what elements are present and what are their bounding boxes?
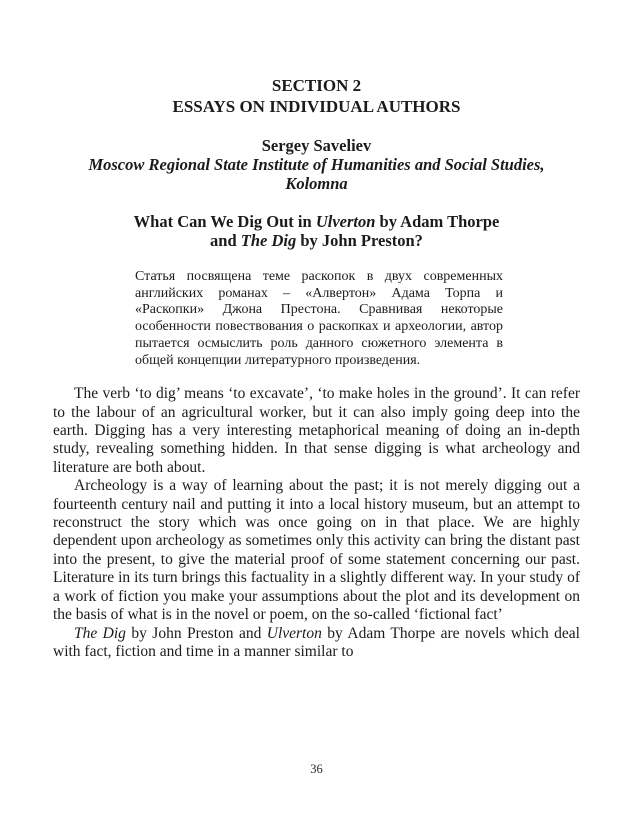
title-book-name-ulverton: Ulverton [315, 212, 376, 231]
paragraph-text: Archeology is a way of learning about the past; it is not merely digging out a fourteenth century nail and putting it into a local history museum, but an attempt to reconstruct the story which was once going on in that place. We are highly dependent upon archeology as sometimes only this activity can bring the distant past into the present, to give the material proof of some statement concerning our past. Literature in its turn brings this factuality in a slightly different way. In your study of a work of fiction you make your assumptions about the plot and its development on the basis of what is in the novel or poem, on the so-called ‘fictional fact’ [53, 477, 580, 624]
author-affiliation-line1: Moscow Regional State Institute of Humanities and Social Studies, [88, 155, 545, 174]
paragraph-text: The verb ‘to dig’ means ‘to excavate’, ‘to make holes in the ground’. It can refer to the labour of an agricultural worker, but it can also imply going deep into the earth. Digging has a very interesting metaphorical meaning of doing an in-depth study, revealing something hidden. In that sense digging is what archeology and literature are both about. [53, 385, 580, 476]
section-heading [53, 76, 580, 117]
title-text: by Adam Thorpe [375, 212, 500, 231]
section-title: ESSAYS ON INDIVIDUAL AUTHORS [172, 96, 461, 116]
title-text: by John Preston? [296, 231, 423, 250]
article-title-line2 [53, 231, 580, 250]
body-paragraph [53, 625, 580, 662]
body-paragraph [53, 477, 580, 624]
article-body [53, 385, 580, 661]
author-block [53, 136, 580, 193]
title-book-name-the-dig: The Dig [240, 231, 297, 250]
section-number: SECTION 2 [271, 76, 362, 95]
title-text: and [210, 231, 241, 250]
book-name-ulverton: Ulverton [266, 624, 322, 642]
page-number: 36 [310, 762, 323, 776]
paragraph-text: by Adam Thorpe are novels which deal with fact, fiction and time in a manner similar to [53, 624, 580, 660]
paragraph-text: by John Preston and [125, 624, 267, 642]
title-text: What Can We Dig Out in [133, 212, 316, 231]
author-affiliation-line2: Kolomna [285, 174, 348, 193]
book-name-the-dig: The Dig [74, 624, 126, 642]
body-paragraph [53, 385, 580, 477]
article-title-line1 [53, 212, 580, 231]
article-title [53, 212, 580, 250]
abstract-russian: Статья посвящена теме раскопок в двух современных английских романах – «Алвертон» Адама Торпа и «Раскопки» Джона Престона. Сравнивая некоторые особенности повествования о раскопках и археологии, автор пытается осмыслить роль данного сюжетного элемента в общей концепции литературного произведения. [135, 269, 503, 368]
author-name: Sergey Saveliev [261, 136, 372, 155]
